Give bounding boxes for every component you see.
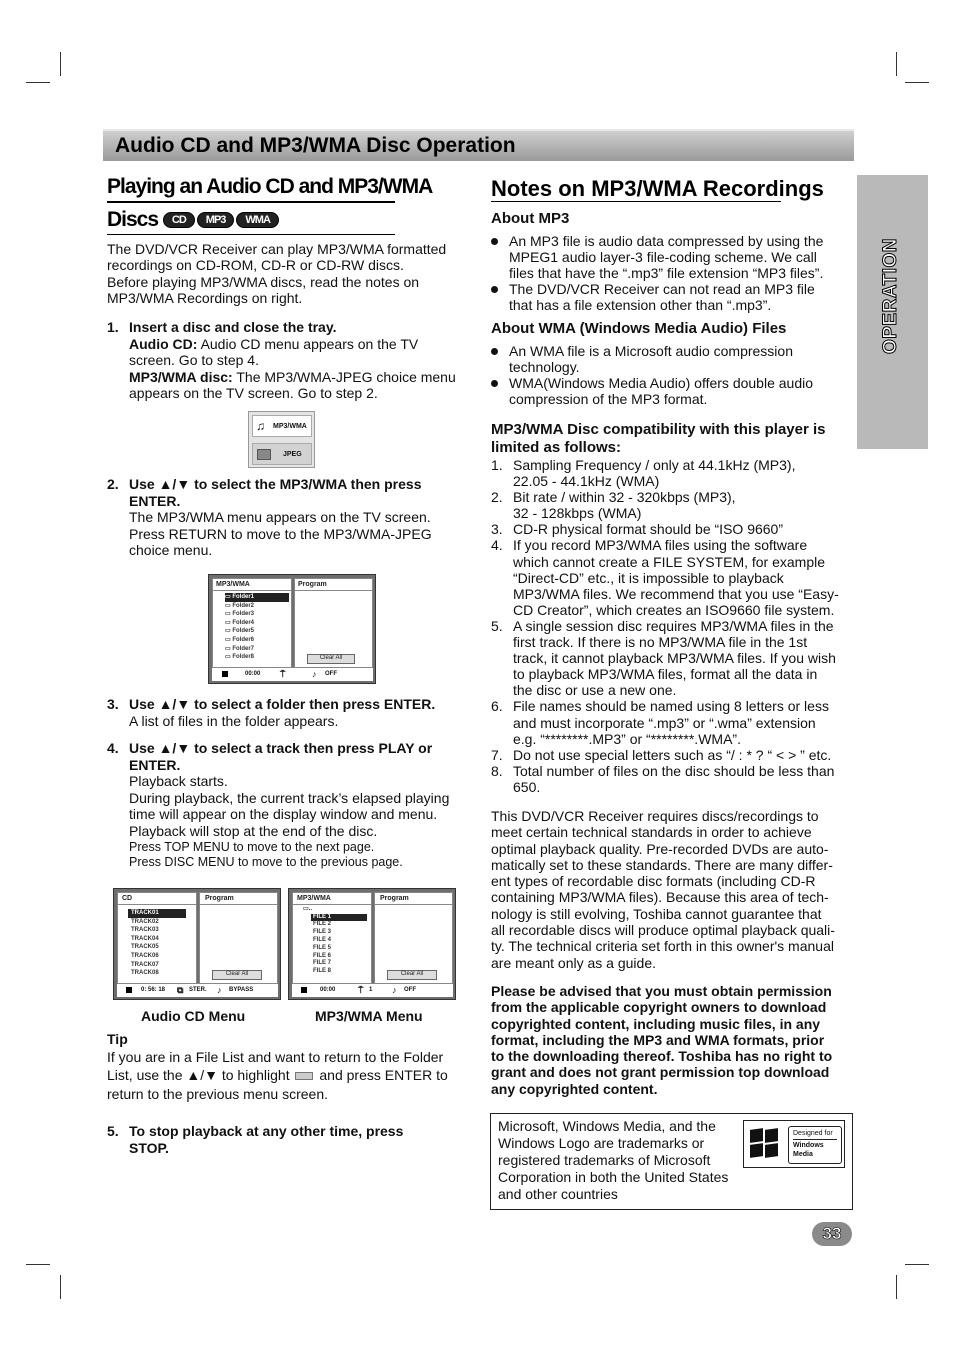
item-number: 4.	[491, 537, 503, 554]
folder-up-icon	[295, 1072, 313, 1080]
step-title: ENTER.	[129, 756, 181, 773]
section-tab	[857, 175, 928, 449]
parent-folder-row[interactable]	[293, 905, 371, 914]
track-row[interactable]: TRACK07	[131, 961, 159, 968]
file-list	[293, 914, 371, 976]
label: Audio CD:	[129, 335, 198, 352]
text-line: If you record MP3/WMA files using the software	[513, 537, 808, 554]
folder-row[interactable]	[225, 636, 289, 645]
text-line: ty. The technical criteria set forth in this owner's manual	[491, 938, 834, 955]
badge-mp3: MP3	[197, 212, 235, 228]
text-line: compression of the MP3 format.	[509, 391, 708, 407]
text-line: matically set to these standards. There are many differ-	[491, 856, 833, 873]
compatibility-section	[491, 421, 853, 795]
subheading: MP3/WMA Disc compatibility with this player is	[491, 421, 826, 438]
badge-wma: WMA	[236, 212, 279, 228]
heading-underline	[107, 201, 395, 203]
logo-text-box	[788, 1126, 842, 1164]
badge-cd: CD	[163, 212, 195, 228]
intro-paragraph	[107, 241, 467, 306]
text-line: e.g. “********.MP3” or “********.WMA”.	[513, 730, 741, 747]
text-line: technology.	[509, 359, 580, 375]
folder-up-icon: ▭	[303, 906, 309, 912]
row-label: Folder1	[232, 594, 255, 600]
figure-caption: MP3/WMA Menu	[315, 1008, 423, 1024]
tip-section	[107, 1031, 472, 1103]
track-row[interactable]: TRACK04	[131, 935, 159, 942]
text-line: to playback MP3/WMA files, format all the data in	[513, 666, 818, 683]
program-panel	[374, 892, 453, 997]
step-title: Use ▲/▼ to select a folder then press ENTER.	[129, 696, 436, 712]
folder-menu-screen	[208, 574, 376, 684]
choice-menu-image	[248, 411, 315, 468]
notes-heading-text: Notes on MP3/WMA Recordings	[491, 176, 824, 201]
audio-icon: ♪	[217, 985, 222, 995]
logo-text: Media	[793, 1151, 813, 1158]
text-line: recordings on CD-ROM, CD-R or CD-RW discs.	[107, 257, 404, 274]
track-list	[118, 905, 196, 978]
folder-row[interactable]	[225, 645, 289, 654]
stop-icon	[301, 987, 307, 993]
time-readout: 00:00	[320, 987, 336, 993]
folder-icon: ▭	[225, 602, 233, 609]
folder-icon: ▭	[225, 654, 233, 661]
heading-underline	[491, 201, 781, 202]
text-line: Playback will stop at the end of the disc.	[129, 822, 378, 839]
text-line: return to the previous menu screen.	[107, 1085, 329, 1102]
clear-all-button[interactable]: Clear All	[387, 970, 437, 980]
stop-icon	[222, 671, 228, 677]
item-number: 6.	[491, 698, 503, 715]
row-label: Folder8	[232, 654, 255, 661]
row-label: Folder5	[232, 628, 255, 635]
text-line: files that have the “.mp3” file extension “MP3 files”.	[509, 265, 824, 281]
crop-mark	[905, 1264, 929, 1265]
item-number: 8.	[491, 762, 503, 779]
crop-mark	[896, 1275, 897, 1299]
crop-mark	[26, 82, 50, 83]
section-heading	[107, 175, 432, 199]
subheading: About MP3	[491, 210, 570, 227]
item-number: 5.	[491, 617, 503, 634]
notes-heading	[491, 176, 824, 202]
text-line: Before playing MP3/WMA discs, read the notes on	[107, 273, 420, 290]
track-row[interactable]: TRACK02	[131, 918, 159, 925]
text-line: A list of files in the folder appears.	[129, 712, 339, 729]
step-title: Use ▲/▼ to select a track then press PLAY or	[129, 740, 433, 756]
section-heading-line2	[107, 208, 281, 232]
crop-mark	[60, 1275, 61, 1299]
text-line: An MP3 file is audio data compressed by using the	[509, 233, 824, 249]
file-row[interactable]: FILE 3	[313, 929, 332, 936]
repeat-icon: ⍑	[358, 985, 364, 995]
text-line: Microsoft, Windows Media, and the	[498, 1118, 716, 1134]
folder-row[interactable]	[225, 619, 289, 628]
repeat-value: 1	[369, 987, 373, 993]
text-line: Playback starts.	[129, 773, 228, 790]
compat-item	[491, 747, 853, 763]
item-number: 1.	[491, 457, 503, 473]
page-title: Audio CD and MP3/WMA Disc Operation	[115, 134, 516, 157]
folder-list	[213, 591, 291, 662]
text: Audio CD menu appears on the TV	[200, 335, 419, 352]
text-line: grant and does not grant permission top download	[491, 1064, 830, 1081]
page-title-bar	[103, 129, 854, 161]
text-line: Do not use special letters such as “/ : * ? “ < > ” etc.	[513, 746, 832, 763]
crop-mark	[60, 52, 61, 76]
logo-text: Designed for	[793, 1130, 833, 1137]
file-row[interactable]: FILE 4	[313, 936, 332, 943]
step-number: 4.	[107, 740, 119, 756]
text-line: The DVD/VCR Receiver can not read an MP3 file	[509, 281, 815, 297]
stop-icon	[126, 987, 132, 993]
step-2	[107, 476, 472, 559]
folder-icon: ▭	[225, 645, 233, 652]
text-line: are meant only as a guide.	[491, 954, 656, 971]
screen-title: CD	[118, 893, 196, 905]
status-off: OFF	[325, 671, 337, 677]
text: The MP3/WMA-JPEG choice menu	[236, 368, 456, 385]
track-row[interactable]: TRACK05	[131, 944, 159, 951]
text-line: registered trademarks of Microsoft	[498, 1152, 711, 1168]
folder-row[interactable]	[225, 653, 289, 662]
compat-item	[491, 763, 853, 795]
text-line: nology is still evolving, Toshiba cannot guarantee that	[491, 905, 822, 922]
time-readout: 00:00	[245, 671, 261, 677]
text-line: and must incorporate “.mp3” or “.wma” extension	[513, 714, 816, 731]
text-line: any copyrighted content.	[491, 1080, 658, 1097]
text-line: first track. If there is no MP3/WMA file in the 1st	[513, 634, 808, 651]
screen-title: Program	[200, 893, 277, 905]
row-label: Folder7	[232, 645, 255, 652]
text-line: 32 - 128kbps (WMA)	[513, 505, 642, 522]
text-line: 22.05 - 44.1kHz (WMA)	[513, 473, 660, 490]
text: List, use the ▲/▼ to highlight	[107, 1067, 290, 1084]
item-number: 3.	[491, 521, 503, 538]
folder-icon: ▭	[225, 628, 233, 635]
crop-mark	[905, 82, 929, 83]
text-line: Windows Logo are trademarks or	[498, 1135, 705, 1151]
clear-all-button[interactable]: Clear All	[212, 970, 262, 980]
section-tab-label: OPERATION	[880, 237, 901, 355]
compat-item	[491, 489, 853, 521]
step-title: Use ▲/▼ to select the MP3/WMA then press	[129, 476, 422, 492]
compat-item	[491, 457, 853, 489]
windows-flag-icon	[750, 1129, 780, 1159]
heading-line: Playing an Audio CD and MP3/WMA	[107, 175, 433, 198]
track-row[interactable]: TRACK01	[128, 909, 186, 918]
compatibility-list	[491, 457, 853, 795]
step-title: ENTER.	[129, 492, 181, 509]
row-label: Folder4	[232, 619, 255, 626]
folder-icon: ▭	[225, 594, 233, 600]
row-label: Folder2	[232, 602, 255, 609]
text-line: Please be advised that you must obtain permission	[491, 983, 832, 999]
about-mp3-section	[491, 210, 853, 313]
text-line: the disc or use a new one.	[513, 682, 677, 699]
copyright-notice	[491, 983, 853, 1097]
text-line: to the downloading thereof. Toshiba has no right to	[491, 1048, 833, 1065]
compat-item	[491, 618, 853, 698]
text-line: MPEG1 audio layer-3 file-coding scheme. We call	[509, 249, 817, 265]
item-number: 7.	[491, 746, 503, 763]
text-line: appears on the TV screen. Go to step 2.	[129, 385, 378, 402]
audio-icon: ♪	[312, 669, 317, 679]
track-list-panel	[117, 892, 197, 997]
folder-row[interactable]	[225, 602, 289, 611]
track-row[interactable]: TRACK03	[131, 927, 159, 934]
file-list-panel	[292, 892, 372, 997]
choice-item-mp3	[252, 415, 312, 437]
text-line: Press DISC MENU to move to the previous page.	[129, 855, 403, 870]
text-line: The MP3/WMA menu appears on the TV screen.	[129, 509, 431, 526]
speaker-icon: ⧉	[177, 985, 184, 995]
text-line: A single session disc requires MP3/WMA files in the	[513, 617, 834, 634]
text-line: choice menu.	[129, 542, 213, 559]
bullet-item	[491, 281, 853, 313]
figure-caption: Audio CD Menu	[141, 1008, 246, 1024]
step-number: 5.	[107, 1123, 119, 1139]
trademark-box	[490, 1113, 853, 1210]
step-title: To stop playback at any other time, press	[129, 1123, 404, 1139]
file-row[interactable]: FILE 2	[313, 921, 332, 928]
compat-item	[491, 521, 853, 537]
step-4	[107, 740, 472, 871]
text-line: This DVD/VCR Receiver requires discs/recordings to	[491, 808, 819, 824]
text-line: Total number of files on the disc should be less than	[513, 762, 835, 779]
heading-underline	[107, 234, 395, 235]
crop-mark	[26, 1264, 50, 1265]
time-readout: 0: 56: 18	[141, 987, 166, 993]
track-row[interactable]: TRACK08	[131, 970, 159, 977]
step-3	[107, 696, 472, 729]
file-row[interactable]: FILE 7	[313, 960, 332, 967]
picture-icon	[257, 449, 271, 460]
audio-cd-menu-screen	[113, 888, 281, 1000]
step-number: 1.	[107, 319, 119, 335]
text-line: MP3/WMA Recordings on right.	[107, 289, 303, 306]
text-line: from the applicable copyright owners to download	[491, 999, 827, 1016]
standards-paragraph	[491, 808, 853, 971]
row-label: ..	[308, 906, 313, 912]
text-line: Press RETURN to move to the MP3/WMA-JPEG	[129, 525, 432, 542]
screen-title: Program	[295, 579, 372, 591]
step-title: STOP.	[129, 1139, 169, 1156]
text-line: Press TOP MENU to move to the next page.	[129, 839, 375, 854]
text-line: WMA(Windows Media Audio) offers double audio	[509, 375, 814, 391]
logo-text: Windows	[793, 1139, 837, 1150]
row-label: Folder3	[232, 611, 255, 618]
folder-row[interactable]	[225, 627, 289, 636]
text-line: 650.	[513, 778, 541, 795]
step-number: 2.	[107, 476, 119, 492]
subheading: limited as follows:	[491, 439, 622, 456]
file-row[interactable]: FILE 8	[313, 968, 332, 975]
item-number: 2.	[491, 489, 503, 506]
text-line: Bit rate / within 32 - 320kbps (MP3),	[513, 489, 736, 506]
label: MP3/WMA disc:	[129, 368, 233, 385]
choice-label: JPEG	[283, 451, 302, 458]
page-number: 33	[812, 1222, 852, 1246]
sound-mode: STER.	[189, 987, 207, 993]
text-line: containing MP3/WMA files). Because this area of tech-	[491, 889, 829, 906]
clear-all-button[interactable]: Clear All	[307, 654, 355, 664]
heading-line: Discs	[107, 208, 159, 231]
folder-icon: ▭	[225, 619, 233, 626]
text-line: format, including the MP3 and WMA formats, prior	[491, 1031, 825, 1048]
text: and press ENTER to	[319, 1067, 448, 1084]
folder-icon: ▭	[225, 611, 233, 618]
text-line: The DVD/VCR Receiver can play MP3/WMA formatted	[107, 241, 447, 257]
bullet-item	[491, 375, 853, 407]
text-line: During playback, the current track’s elapsed playing	[129, 789, 450, 806]
text-line: which cannot create a FILE SYSTEM, for example	[513, 553, 826, 570]
step-1	[107, 319, 472, 402]
file-row[interactable]: FILE 5	[313, 944, 332, 951]
program-panel	[199, 892, 278, 997]
about-wma-section	[491, 320, 853, 407]
folder-row[interactable]	[225, 610, 289, 619]
text-line: that has a file extension other than “.mp3”.	[509, 297, 772, 313]
status-off: OFF	[404, 987, 416, 993]
status-bar	[292, 983, 453, 997]
folder-list-panel	[212, 578, 292, 681]
bullet-item	[491, 343, 853, 375]
compat-item	[491, 537, 853, 617]
bullet-item	[491, 233, 853, 281]
text-line: meet certain technical standards in order to achieve	[491, 824, 812, 841]
text-line: Corporation in both the United States	[498, 1169, 729, 1185]
text-line: CD Creator”, which creates an ISO9660 file system.	[513, 601, 835, 618]
designed-for-windows-logo	[743, 1120, 845, 1168]
row-label: Folder6	[232, 636, 255, 643]
text-line: File names should be named using 8 letters or less	[513, 698, 829, 715]
text-line: track, it cannot playback MP3/WMA files. If you wish	[513, 650, 836, 667]
folder-row[interactable]	[225, 593, 289, 602]
status-bar	[212, 667, 373, 681]
text-line: An WMA file is a Microsoft audio compression	[509, 343, 793, 359]
step-title: Insert a disc and close the tray.	[129, 319, 337, 335]
crop-mark	[896, 52, 897, 76]
tip-title: Tip	[107, 1031, 128, 1047]
text-line: and other countries	[498, 1186, 618, 1202]
text-line: “Direct-CD” etc., it is impossible to playback	[513, 569, 784, 586]
music-icon: ♫	[256, 419, 265, 433]
text-line: optimal playback quality. Pre-recorded DVDs are auto-	[491, 840, 829, 857]
text-line: MP3/WMA files. We recommend that you use “Easy-	[513, 585, 839, 602]
repeat-icon: ⍑	[280, 669, 286, 679]
step-number: 3.	[107, 696, 119, 712]
text-line: If you are in a File List and want to return to the Folder	[107, 1048, 444, 1065]
text-line: screen. Go to step 4.	[129, 352, 259, 369]
text-line: ent types of recordable disc formats (including CD-R	[491, 873, 816, 890]
trademark-text	[498, 1118, 748, 1203]
text-line: all recordable discs will produce optimal playback quali-	[491, 922, 835, 939]
text-line: CD-R physical format should be “ISO 9660”	[513, 521, 783, 538]
compat-item	[491, 698, 853, 746]
step-5	[107, 1123, 472, 1156]
text-line: copyrighted content, including music files, in any	[491, 1015, 821, 1032]
audio-icon: ♪	[392, 985, 397, 995]
subheading: About WMA (Windows Media Audio) Files	[491, 320, 787, 337]
text-line: time will appear on the display window and menu.	[129, 806, 438, 823]
status-bar	[117, 983, 278, 997]
file-row[interactable]: FILE 1	[311, 914, 367, 922]
choice-item-jpeg	[252, 443, 312, 465]
text-line: Sampling Frequency / only at 44.1kHz (MP3),	[513, 457, 796, 473]
track-row[interactable]: TRACK06	[131, 952, 159, 959]
screen-title: Program	[375, 893, 452, 905]
choice-label: MP3/WMA	[273, 423, 307, 430]
mp3-wma-menu-screen	[288, 888, 456, 1000]
file-row[interactable]: FILE 6	[313, 952, 332, 959]
screen-title: MP3/WMA	[293, 893, 371, 905]
folder-icon: ▭	[225, 636, 233, 643]
program-panel	[294, 578, 373, 681]
bypass-status: BYPASS	[229, 987, 254, 993]
screen-title: MP3/WMA	[213, 579, 291, 591]
